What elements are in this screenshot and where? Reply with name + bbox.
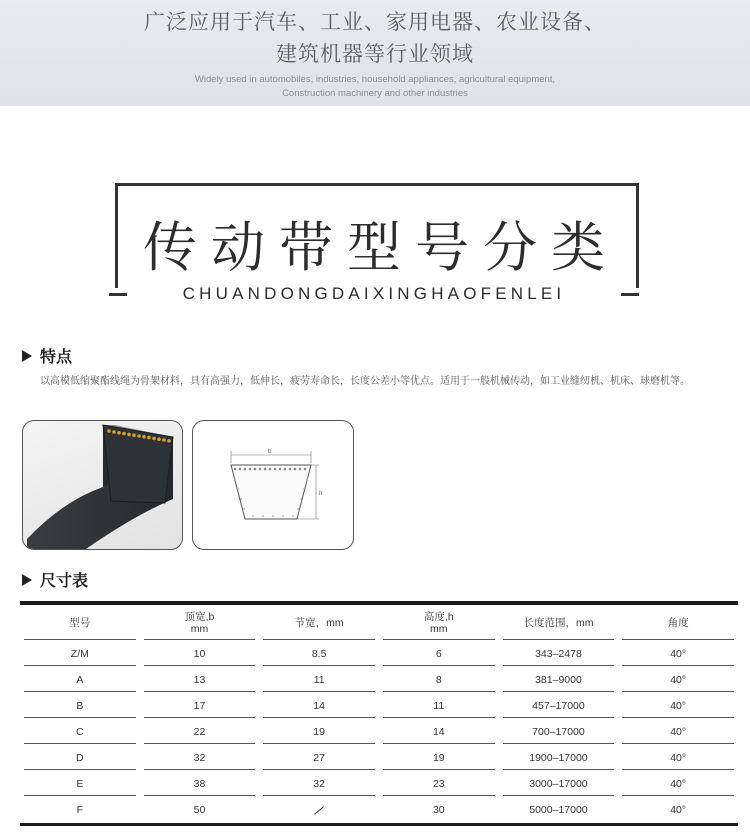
banner-english-line-1: Widely used in automobiles, industries, household appliances, agricultural equipment, <box>194 74 556 85</box>
features-heading-text: 特点 <box>40 347 73 366</box>
header-pitch-width: 节宽，mm <box>294 616 344 629</box>
header-height-unit: mm <box>430 622 448 635</box>
cell-model: Z/M <box>24 642 136 666</box>
cell-angle: 40° <box>670 804 687 816</box>
table-row <box>20 719 738 745</box>
table-row <box>20 667 738 693</box>
cell-pitch-width: 27 <box>263 746 375 770</box>
header-model: 型号 <box>69 616 91 629</box>
header-angle: 角度 <box>667 616 689 629</box>
top-banner <box>0 0 750 106</box>
cell-pitch-width: 32 <box>263 772 375 796</box>
header-top-width-unit: mm <box>190 622 209 635</box>
table-row <box>20 745 738 771</box>
frame-top-border <box>115 183 638 186</box>
cell-model: D <box>24 746 136 770</box>
table-row <box>20 797 738 823</box>
table-row <box>20 641 738 667</box>
cell-model: B <box>24 694 136 718</box>
cell-length-range: 343–2478 <box>503 642 615 666</box>
cell-top-width: 50 <box>193 804 206 816</box>
cell-pitch-width: 11 <box>263 668 375 692</box>
cell-pitch-width: 19 <box>263 720 375 744</box>
dimension-b-label: b <box>268 449 272 455</box>
banner-english-line-2: Construction machinery and other industries <box>282 88 468 99</box>
cell-top-width: 13 <box>144 668 256 692</box>
size-table <box>20 601 738 826</box>
not-applicable-slash-icon <box>314 806 324 814</box>
cell-angle: 40° <box>622 746 734 770</box>
table-row <box>20 771 738 797</box>
cell-angle: 40° <box>622 720 734 744</box>
cell-top-width: 22 <box>144 720 256 744</box>
header-height: 高度,h <box>423 610 454 623</box>
cell-height: 23 <box>383 772 495 796</box>
belt-cross-section-diagram <box>192 420 354 550</box>
triangle-bullet-icon <box>22 574 32 586</box>
cell-length-range: 457–17000 <box>503 694 615 718</box>
banner-line-1: 广泛应用于汽车、工业、家用电器、农业设备、 <box>144 10 606 34</box>
belt-photo <box>22 420 183 550</box>
cell-top-width: 17 <box>144 694 256 718</box>
table-row <box>20 693 738 719</box>
features-description: 以高模低缩聚酯线绳为骨架材料，具有高强力，低伸长，疲劳寿命长，长度公差小等优点。适用于一般机械传动，如工业缝纫机、机床、球磨机等。 <box>40 376 690 387</box>
cell-height: 14 <box>383 720 495 744</box>
cell-length-range: 5000–17000 <box>529 804 588 816</box>
cell-length-range: 3000–17000 <box>503 772 615 796</box>
dimension-h-label: h <box>319 491 323 497</box>
table-header-row <box>20 605 738 641</box>
cell-height: 11 <box>383 694 495 718</box>
cell-pitch-width: 8.5 <box>263 642 375 666</box>
cell-model: E <box>24 772 136 796</box>
cell-angle: 40° <box>622 642 734 666</box>
size-table-heading <box>22 568 88 591</box>
cell-height: 30 <box>432 804 445 816</box>
cell-model: A <box>24 668 136 692</box>
triangle-bullet-icon <box>22 350 32 362</box>
title-frame <box>109 183 639 303</box>
cell-angle: 40° <box>622 772 734 796</box>
cell-model: F <box>76 804 84 816</box>
cell-top-width: 10 <box>144 642 256 666</box>
header-length-range: 长度范围，mm <box>523 616 594 629</box>
cell-top-width: 38 <box>144 772 256 796</box>
table-bottom-rule <box>20 823 738 826</box>
size-table-grid <box>20 605 738 823</box>
banner-line-2: 建筑机器等行业领域 <box>276 42 474 66</box>
v-belt-image <box>23 421 183 550</box>
cell-pitch-width: 14 <box>263 694 375 718</box>
page-title: 传动带型号分类 <box>143 216 619 279</box>
cell-height: 19 <box>383 746 495 770</box>
cell-height: 8 <box>383 668 495 692</box>
cross-section-drawing <box>193 421 354 550</box>
header-top-width: 顶宽,b <box>184 610 215 623</box>
cell-top-width: 32 <box>144 746 256 770</box>
cell-height: 6 <box>383 642 495 666</box>
features-heading <box>22 344 72 367</box>
cell-length-range: 1900–17000 <box>503 746 615 770</box>
page-title-pinyin: CHUANDONGDAIXINGHAOFENLEI <box>182 284 566 303</box>
cell-pitch-width-na <box>263 798 375 822</box>
size-table-heading-text: 尺寸表 <box>40 571 89 590</box>
cell-angle: 40° <box>622 694 734 718</box>
cell-model: C <box>24 720 136 744</box>
cell-length-range: 381–9000 <box>503 668 615 692</box>
cell-angle: 40° <box>622 668 734 692</box>
cell-length-range: 700–17000 <box>503 720 615 744</box>
